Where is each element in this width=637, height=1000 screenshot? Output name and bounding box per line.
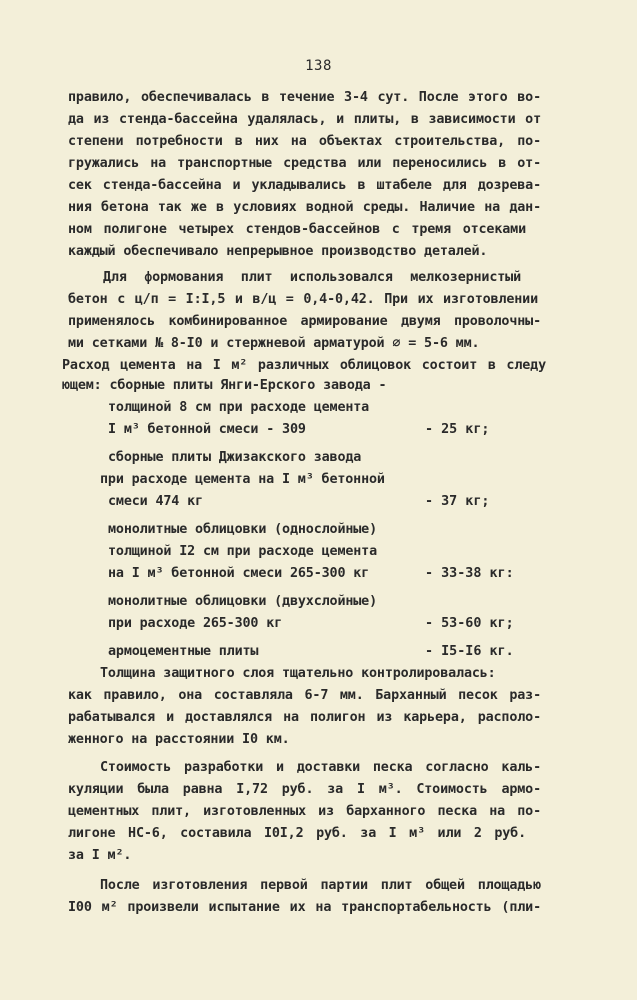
page-number: 138 xyxy=(305,58,332,74)
list-item-text: I м³ бетонной смеси - 309 xyxy=(108,422,306,437)
text-line: Стоимость разработки и доставки песка согласно каль- xyxy=(100,760,541,775)
text-line: каждый обеспечивало непрерывное производство деталей. xyxy=(68,244,488,259)
text-line: степени потребности в них на объектах строительства, по- xyxy=(68,134,541,149)
list-item-text: монолитные облицовки (двухслойные) xyxy=(108,594,378,609)
text-line: за I м². xyxy=(68,848,132,863)
text-line: Расход цемента на I м² различных облицовок состоит в следу xyxy=(62,358,546,373)
list-item-text: монолитные облицовки (однослойные) xyxy=(108,522,378,537)
text-line: рабатывался и доставлялся на полигон из карьера, располо- xyxy=(68,710,541,725)
list-item-text: при расходе 265-300 кг xyxy=(108,616,283,631)
list-item-value: - 25 кг; xyxy=(425,422,490,437)
list-item-text: толщиной 8 см при расходе цемента xyxy=(108,400,370,415)
list-item-text: армоцементные плиты xyxy=(108,644,259,659)
text-line: применялось комбинированное армирование двумя проволочны- xyxy=(68,314,541,329)
text-line: ном полигоне четырех стендов-бассейнов с тремя отсеками xyxy=(68,222,526,237)
text-line: женного на расстоянии I0 км. xyxy=(68,732,290,747)
text-line: I00 м² произвели испытание их на транспортабельность (пли- xyxy=(68,900,541,915)
text-line: Толщина защитного слоя тщательно контролировалась: xyxy=(100,666,496,681)
text-line: После изготовления первой партии плит общей площадью xyxy=(100,878,541,893)
list-item-text: при расходе цемента на I м³ бетонной xyxy=(100,472,385,487)
text-line: бетон с ц/п = I:I,5 и в/ц = 0,4-0,42. При их изготовлении xyxy=(68,292,538,307)
list-item-text: на I м³ бетонной смеси 265-300 кг xyxy=(108,566,370,581)
text-line: ющем: сборные плиты Янги-Ерского завода - xyxy=(62,378,387,393)
text-line: ми сетками № 8-I0 и стержневой арматурой ∅ = 5-6 мм. xyxy=(68,336,480,351)
text-line: лигоне НС-6, составила I0I,2 руб. за I м³ или 2 руб. xyxy=(68,826,526,841)
text-line: да из стенда-бассейна удалялась, и плиты, в зависимости от xyxy=(68,112,541,127)
text-line: правило, обеспечивалась в течение 3-4 сут. После этого во- xyxy=(68,90,541,105)
text-line: куляции была равна I,72 руб. за I м³. Стоимость армо- xyxy=(68,782,541,797)
list-item-value: - 33-38 кг: xyxy=(425,566,514,581)
text-line: как правило, она составляла 6-7 мм. Барханный песок раз- xyxy=(68,688,541,703)
list-item-value: - I5-I6 кг. xyxy=(425,644,514,659)
text-line: сек стенда-бассейна и укладывались в штабеле для дозрева- xyxy=(68,178,541,193)
list-item-value: - 37 кг; xyxy=(425,494,490,509)
text-line: Для формования плит использовался мелкозернистый xyxy=(103,270,521,285)
list-item-value: - 53-60 кг; xyxy=(425,616,514,631)
text-line: ния бетона так же в условиях водной среды. Наличие на дан- xyxy=(68,200,541,215)
list-item-text: сборные плиты Джизакского завода xyxy=(108,450,362,465)
text-line: цементных плит, изготовленных из барханного песка на по- xyxy=(68,804,541,819)
text-line: гружались на транспортные средства или переносились в от- xyxy=(68,156,541,171)
list-item-text: смеси 474 кг xyxy=(108,494,203,509)
list-item-text: толщиной I2 см при расходе цемента xyxy=(108,544,378,559)
